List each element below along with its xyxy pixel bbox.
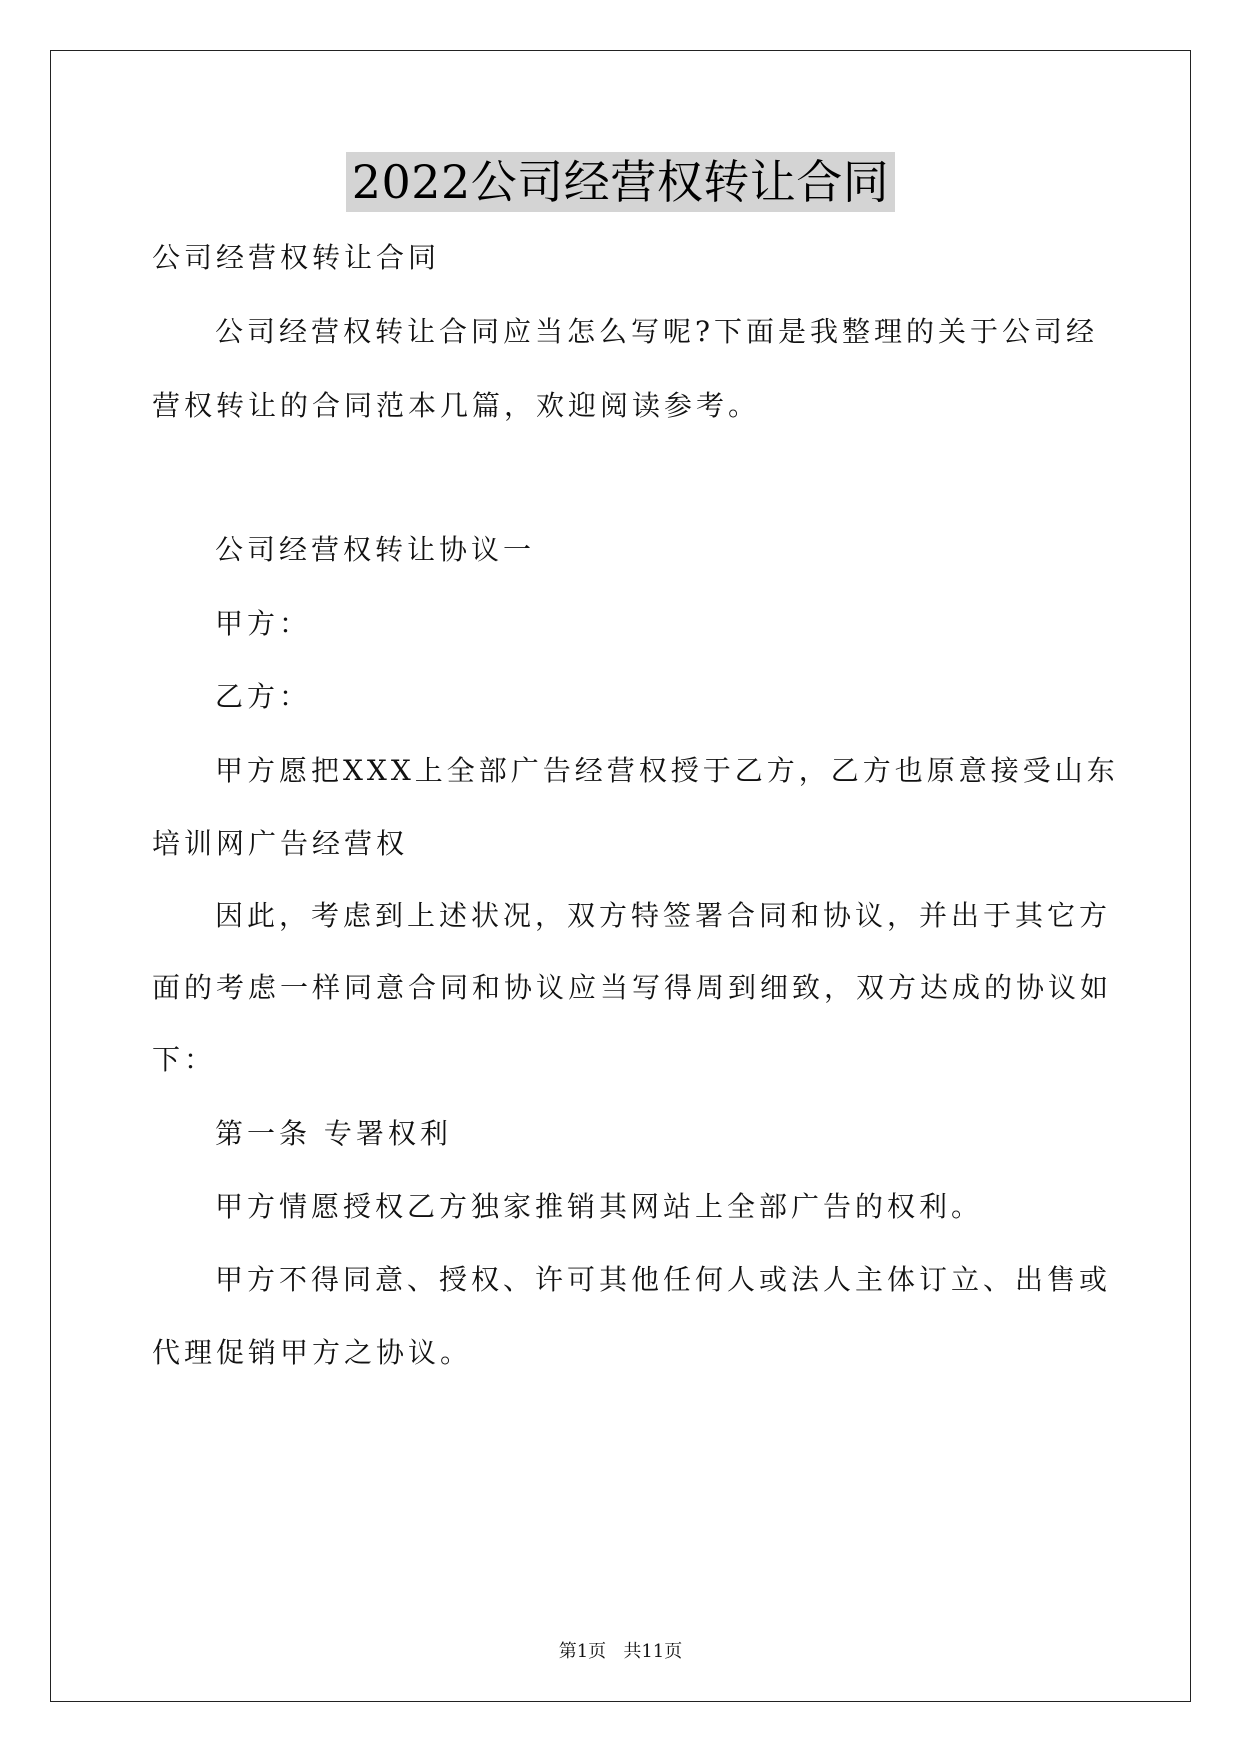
title-container: [0, 152, 1241, 212]
paragraph-line: 面的考虑一样同意合同和协议应当写得周到细致，双方达成的协议如: [152, 971, 1113, 1004]
paragraph-line: 下：: [152, 1043, 217, 1076]
party-b-label: 乙方：: [215, 680, 312, 713]
intro-paragraph-line: 营权转让的合同范本几篇，欢迎阅读参考。: [152, 389, 761, 422]
paragraph-line: 甲方不得同意、授权、许可其他任何人或法人主体订立、出售或: [215, 1263, 1112, 1296]
paragraph-line: 甲方情愿授权乙方独家推销其网站上全部广告的权利。: [215, 1190, 984, 1223]
document-title: 2022公司经营权转让合同: [346, 152, 896, 212]
party-a-label: 甲方：: [215, 607, 312, 640]
paragraph-line: 因此，考虑到上述状况，双方特签署合同和协议，并出于其它方: [215, 899, 1112, 932]
intro-paragraph-line: 公司经营权转让合同应当怎么写呢?下面是我整理的关于公司经: [215, 315, 1099, 348]
document-heading: 公司经营权转让合同: [152, 241, 441, 274]
article-title: 第一条 专署权利: [215, 1117, 452, 1150]
page-number-footer: 第1页 共11页: [558, 1641, 683, 1662]
paragraph-line: 代理促销甲方之协议。: [152, 1336, 473, 1369]
agreement-title: 公司经营权转让协议一: [215, 533, 536, 566]
paragraph-line: 培训网广告经营权: [152, 827, 409, 860]
paragraph-line: 甲方愿把XXX上全部广告经营权授于乙方，乙方也原意接受山东: [215, 754, 1119, 787]
page-border: [50, 50, 1191, 1702]
